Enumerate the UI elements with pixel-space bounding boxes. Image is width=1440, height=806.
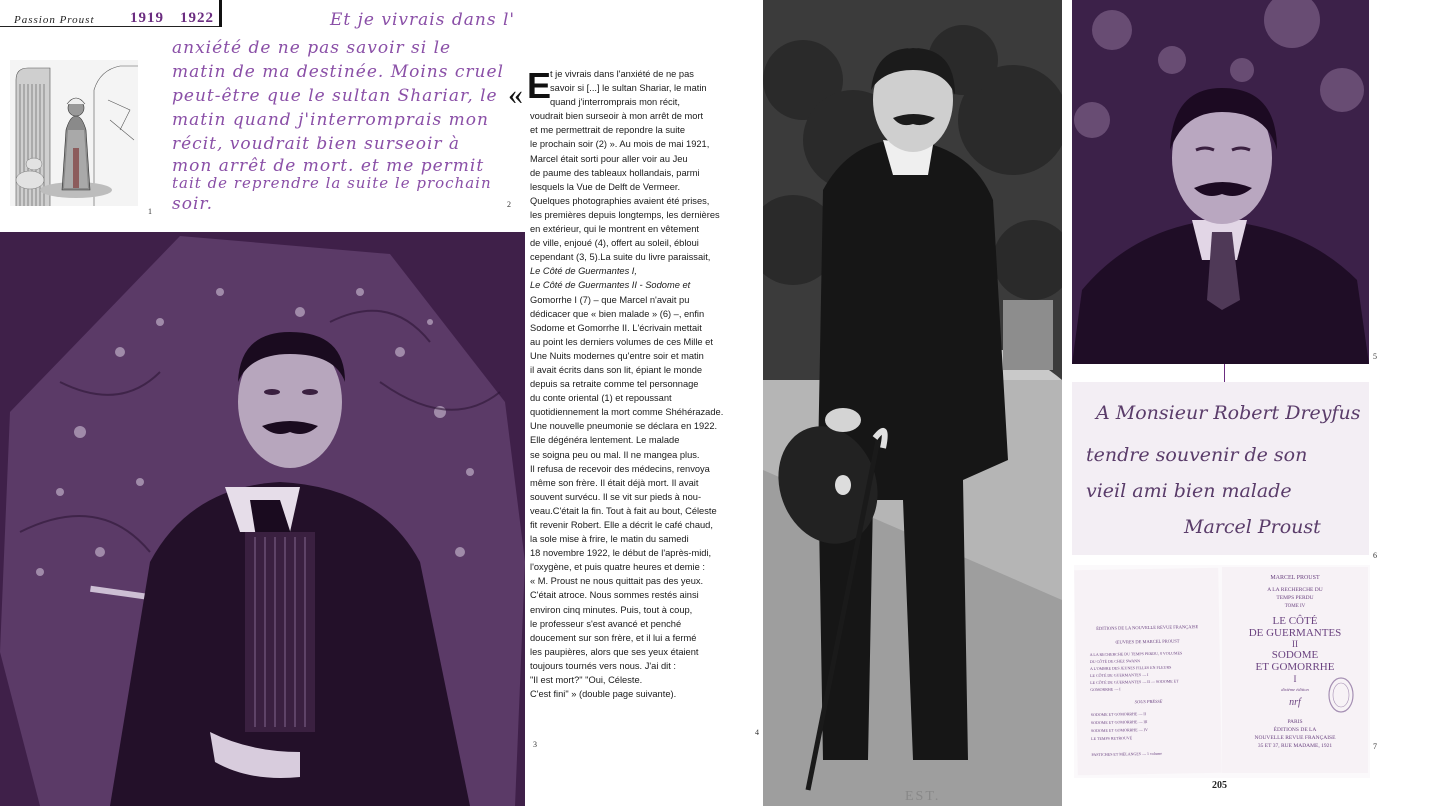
handwriting-line: matin quand j'interromprais mon [172, 110, 489, 130]
drop-cap: E [527, 65, 552, 106]
year-end: 1922 [180, 10, 214, 26]
gutter-mark [1224, 364, 1225, 382]
article-line: doucement sur son frère, et il lui a fermé [530, 632, 697, 643]
book-left-line: SODOME ET GOMORRHE — II [1090, 711, 1147, 718]
book-left-line: SOUS PRESSE [1134, 698, 1163, 705]
book-edition: dixième édition [1281, 687, 1309, 692]
book-left-line: LE TEMPS RETROUVÉ [1091, 735, 1133, 742]
handwriting-line: mon arrêt de mort. et me permit [172, 156, 485, 176]
article-line: la sole mise à frire, le matin du samedi [530, 534, 689, 545]
handwriting-line: matin de ma destinée. Moins cruel [172, 62, 504, 82]
proust-portrait-photo [0, 232, 525, 806]
book-left-line: DU CÔTÉ DE CHEZ SWANN [1089, 658, 1141, 665]
article-line: fit revenir Robert. Elle a décrit le café chaud, [530, 520, 713, 530]
dedication-line: tendre souvenir de son [1086, 444, 1308, 466]
page-number: 205 [1212, 780, 1227, 791]
article-line: et me permettrait de repondre la suite [530, 125, 686, 136]
article-line: t je vivrais dans l'anxiété de ne pas [550, 69, 694, 79]
handwritten-manuscript [168, 6, 518, 216]
dedication-line: vieil ami bien malade [1086, 480, 1292, 502]
article-line: C'était atroce. Nous sommes restés ainsi [530, 590, 699, 601]
article-line: dédicacer que « bien malade » (6) –, enfin [530, 308, 705, 319]
article-line: le professeur s'est avancé et penché [530, 618, 682, 629]
article-line: en extérieur, qui le montrent en vêtement [530, 224, 699, 235]
handwriting-line: soir. [172, 194, 214, 214]
book-left-line: PASTICHES ET MÉLANGES — 1 volume [1091, 750, 1163, 757]
book-series: A LA RECHERCHE DU [1267, 587, 1323, 593]
book-left-line: LE CÔTÉ DE GUERMANTES — I [1090, 671, 1149, 679]
book-right-page [1222, 567, 1368, 773]
caption-4: 4 [755, 728, 759, 737]
handwriting-line: récit, voudrait bien surseoir à [172, 134, 461, 154]
sultan-engraving [10, 60, 138, 206]
caption-1: 1 [148, 207, 152, 216]
caption-7: 7 [1373, 742, 1377, 751]
article-line: le prochain soir (2) ». Au mois de mai 1921, [530, 139, 710, 150]
proust-standing-photo [763, 0, 1062, 806]
article-line: les paupières, alors que ses yeux étaient [530, 646, 699, 657]
article-line: du conte oriental (1) et repoussant [530, 393, 672, 404]
article-line: cependant (3, 5).La suite du livre paraissait, [530, 252, 711, 263]
article-line: environ cinq minutes. Puis, tout à coup, [530, 604, 693, 615]
article-line: Il refusa de recevoir des médecins, renvoya [530, 463, 710, 474]
article-line: Elle dégénéra lentement. Le malade [530, 435, 680, 446]
book-left-line: LE CÔTÉ DE GUERMANTES — II — SODOME ET [1090, 678, 1179, 686]
nrf-logo: nrf [1289, 697, 1301, 708]
article-line: depuis sa retraite comme tel personnage [530, 379, 699, 390]
dedication-inscription [1072, 382, 1369, 555]
article-line: l'oxygène, et puis quatre heures et demie : [530, 562, 705, 573]
article-line: veau.C'était la fin. Tout à fait au bout, Céleste [530, 505, 717, 516]
caption-6: 6 [1373, 551, 1377, 560]
dedication-line: Marcel Proust [1184, 516, 1321, 538]
year-start: 1919 [130, 10, 164, 26]
article-line: savoir si [...] le sultan Shariar, le matin [550, 83, 707, 94]
book-left-line: SODOME ET GOMORRHE — III [1090, 719, 1148, 726]
article-line: de paume des tableaux hollandais, parmi [530, 167, 700, 178]
article-line: « M. Proust ne nous quittait pas des yeux. [530, 576, 704, 587]
library-stamp-icon [1326, 675, 1356, 715]
book-left-line: A LA RECHERCHE DU TEMPS PERDU, 8 VOLUMES [1089, 650, 1183, 658]
article-line: se soigna peu ou mal. Il ne mangea plus. [530, 449, 700, 460]
book-title-4: ET GOMORRHE [1255, 661, 1335, 673]
dedication-line: A Monsieur Robert Dreyfus [1096, 402, 1361, 424]
book-left-line: ÉDITIONS DE LA NOUVELLE REVUE FRANÇAISE [1096, 624, 1199, 631]
article-line: C'est fini" » (double page suivante). [530, 689, 677, 700]
article-line: les premières depuis longtemps, les dernières [530, 209, 720, 220]
article-line: souvent survécu. Il se vit sur pieds à nou- [530, 491, 702, 502]
book-series-2: TEMPS PERDU [1276, 595, 1314, 601]
book-roman-2: I [1293, 674, 1297, 684]
open-quote-mark: « [508, 78, 523, 111]
article-line: quand j'interromprais mon récit, [550, 97, 680, 108]
article-line: il avait écrits dans son lit, épiant le monde [530, 364, 703, 375]
book-roman: II [1292, 639, 1298, 649]
book-left-line: ŒUVRES DE MARCEL PROUST [1115, 638, 1180, 645]
article-line: au point les derniers volumes de ces Mille et [530, 336, 713, 347]
book-author: MARCEL PROUST [1270, 575, 1320, 581]
article-line: Une nouvelle pneumonie se déclara en 1922. [530, 421, 718, 432]
handwriting-line: peut-être que le sultan Shariar, le [172, 86, 498, 106]
article-line: quotidiennement la mort comme Shéhérazade. [530, 407, 724, 418]
running-head-title: Passion Proust [14, 14, 95, 26]
article-line: "Il est mort?" "Oui, Céleste. [530, 675, 643, 686]
book-left-line: GOMORRHE — I [1090, 686, 1121, 693]
book-left-line: SODOME ET GOMORRHE — IV [1090, 727, 1148, 734]
article-line: Le Côté de Guermantes I, [530, 266, 637, 277]
handwriting-line: tait de reprendre la suite le prochain [172, 174, 492, 192]
book-left-page [1074, 568, 1222, 775]
article-line: lesquels la Vue de Delft de Vermeer. [530, 181, 681, 192]
handwriting-line: Et je vivrais dans l' [330, 10, 516, 30]
article-line: même son frère. Il était déjà mort. Il avait [530, 477, 699, 488]
article-line: Une Nuits modernes qu'entre soir et matin [530, 350, 704, 361]
caption-5: 5 [1373, 352, 1377, 361]
book-tome: TOME IV [1284, 604, 1306, 609]
book-title-page [1074, 565, 1370, 778]
book-imprint-3: NOUVELLE REVUE FRANÇAISE [1254, 735, 1336, 741]
article-text [530, 67, 752, 701]
book-title-1: LE CÔTÉ [1272, 615, 1318, 627]
article-line: Quelques photographies avaient été prises, [530, 195, 710, 206]
article-line: Marcel était sorti pour aller voir au Jeu [530, 153, 688, 164]
book-imprint-4: 35 ET 37, RUE MADAME, 1921 [1257, 743, 1333, 749]
book-title-3: SODOME [1271, 649, 1319, 661]
article-line: toujours tournés vers nous. J'ai dit : [530, 660, 676, 671]
caption-3: 3 [533, 740, 537, 749]
article-line: voudrait bien surseoir à mon arrêt de mort [530, 111, 704, 122]
photo4-stamp: EST. [905, 789, 941, 804]
book-title-2: DE GUERMANTES [1248, 627, 1342, 639]
book-imprint-1: PARIS [1287, 719, 1303, 725]
article-line: Le Côté de Guermantes II - Sodome et [530, 280, 691, 291]
article-line: Gomorrhe I (7) – que Marcel n'avait pu [530, 294, 690, 305]
caption-2: 2 [507, 200, 511, 209]
article-line: 18 novembre 1922, le début de l'après-midi, [530, 548, 712, 559]
article-line: Sodome et Gomorrhe II. L'écrivain mettait [530, 322, 702, 333]
proust-closeup-photo [1072, 0, 1369, 364]
book-left-line: A L'OMBRE DES JEUNES FILLES EN FLEURS [1089, 664, 1172, 672]
book-imprint-2: ÉDITIONS DE LA [1273, 727, 1317, 733]
handwriting-line: anxiété de ne pas savoir si le [172, 38, 452, 58]
article-line: de ville, enjoué (4), offert au soleil, ébloui [530, 238, 699, 249]
